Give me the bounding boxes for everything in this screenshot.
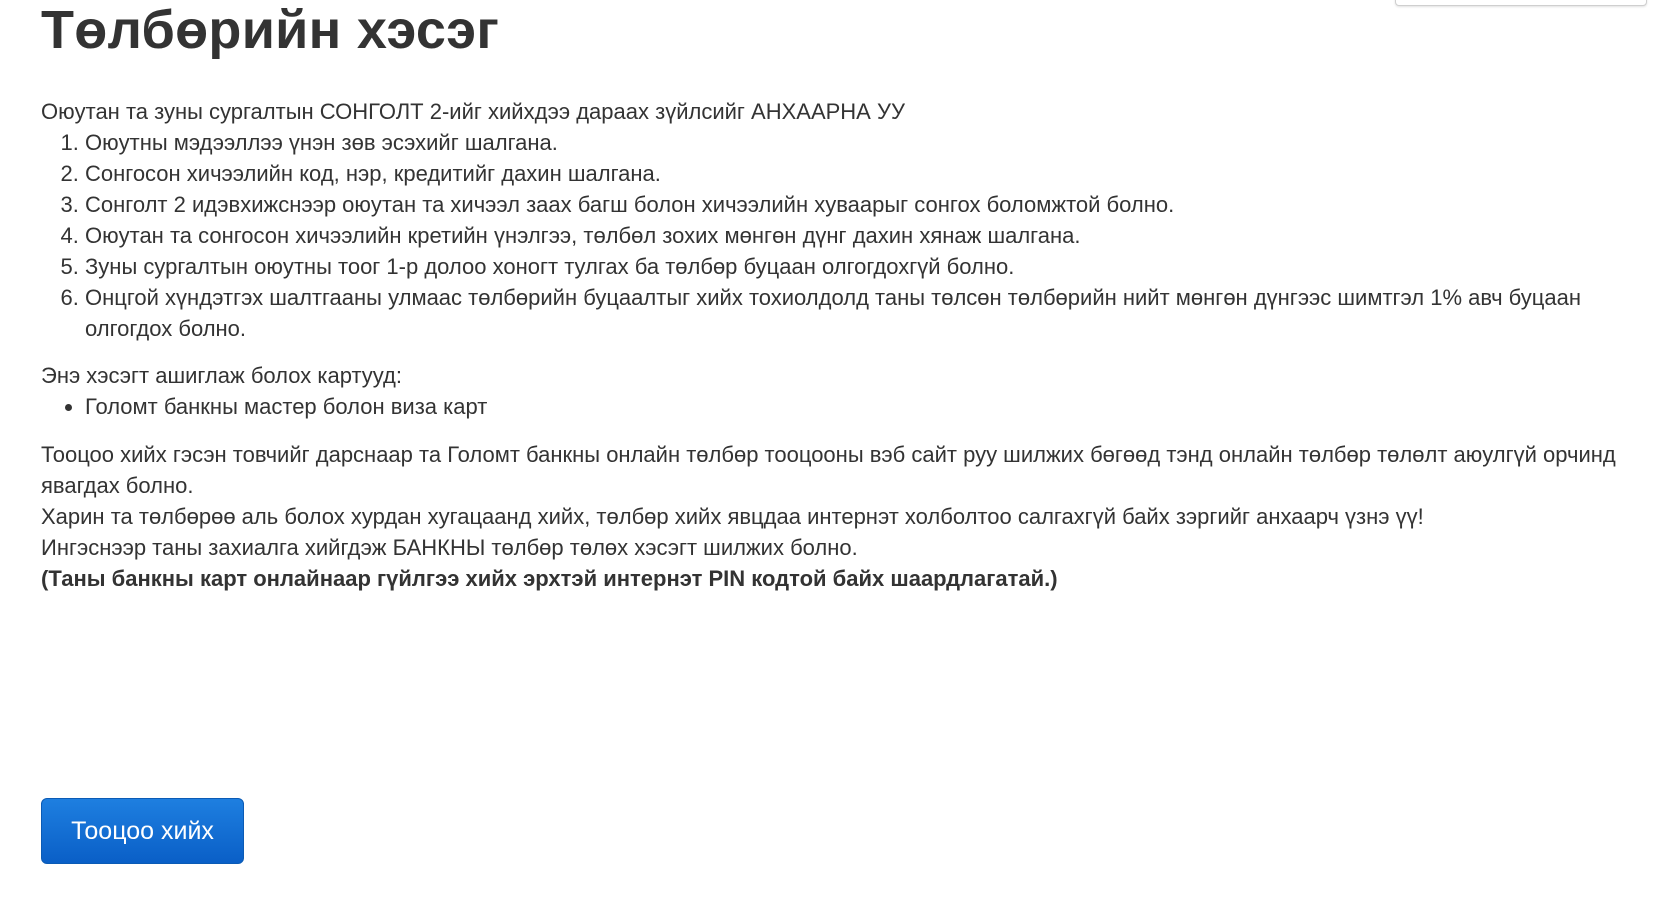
cards-heading: Энэ хэсэгт ашиглаж болох картууд: bbox=[41, 363, 403, 388]
page-title: Төлбөрийн хэсэг bbox=[41, 0, 500, 60]
payment-instructions bbox=[41, 96, 1671, 594]
notice-item: 1. Оюутны мэдээллээ үнэн зөв эсэхийг шалгана. bbox=[85, 127, 1671, 158]
cards-list bbox=[41, 391, 1671, 422]
notice-item: 4. Оюутан та сонгосон хичээлийн кретийн үнэлгээ, төлбөл зохих мөнгөн дүнг дахин хянаж шалгана. bbox=[85, 220, 1671, 251]
info-warning: Харин та төлбөрөө аль болох хурдан хугацаанд хийх, төлбөр хийх явцдаа интернэт холболтоо салгахгүй байх зэргийг анхаарч үзнэ үү! bbox=[41, 504, 1424, 529]
card-item: • Голомт банкны мастер болон виза карт bbox=[85, 391, 1671, 422]
info-next-step: Ингэснээр таны захиалга хийгдэж БАНКНЫ төлбөр төлөх хэсэгт шилжих болно. bbox=[41, 535, 858, 560]
notice-intro: Оюутан та зуны сургалтын СОНГОЛТ 2-ийг хийхдээ дараах зүйлсийг АНХААРНА УУ bbox=[41, 99, 905, 124]
notice-item: 6. Онцгой хүндэтгэх шалтгааны улмаас төлбөрийн буцаалтыг хийх тохиолдолд таны төлсөн төлбөрийн нийт мөнгөн дүнгээс шимтгэл 1% авч буцаан олгогдох болно. bbox=[85, 282, 1671, 344]
info-redirect: Тооцоо хийх гэсэн товчийг дарснаар та Голомт банкны онлайн төлбөр тооцооны вэб сайт руу шилжих бөгөөд тэнд онлайн төлбөр төлөлт аюулгүй орчинд явагдах болно. bbox=[41, 442, 1616, 498]
top-dropdown-control[interactable] bbox=[1395, 0, 1647, 6]
notice-item: 5. Зуны сургалтын оюутны тоог 1-р долоо хоногт тулгах ба төлбөр буцаан олгогдохгүй болно. bbox=[85, 251, 1671, 282]
notice-item: 2. Сонгосон хичээлийн код, нэр, кредитийг дахин шалгана. bbox=[85, 158, 1671, 189]
notice-item: 3. Сонголт 2 идэвхижснээр оюутан та хичээл заах багш болон хичээлийн хуваарыг сонгох боломжтой болно. bbox=[85, 189, 1671, 220]
info-pin-requirement: (Таны банкны карт онлайнаар гүйлгээ хийх эрхтэй интернэт PIN кодтой байх шаардлагатай.) bbox=[41, 566, 1058, 591]
notice-list bbox=[41, 127, 1671, 344]
pay-button[interactable]: Тооцоо хийх bbox=[41, 798, 244, 864]
